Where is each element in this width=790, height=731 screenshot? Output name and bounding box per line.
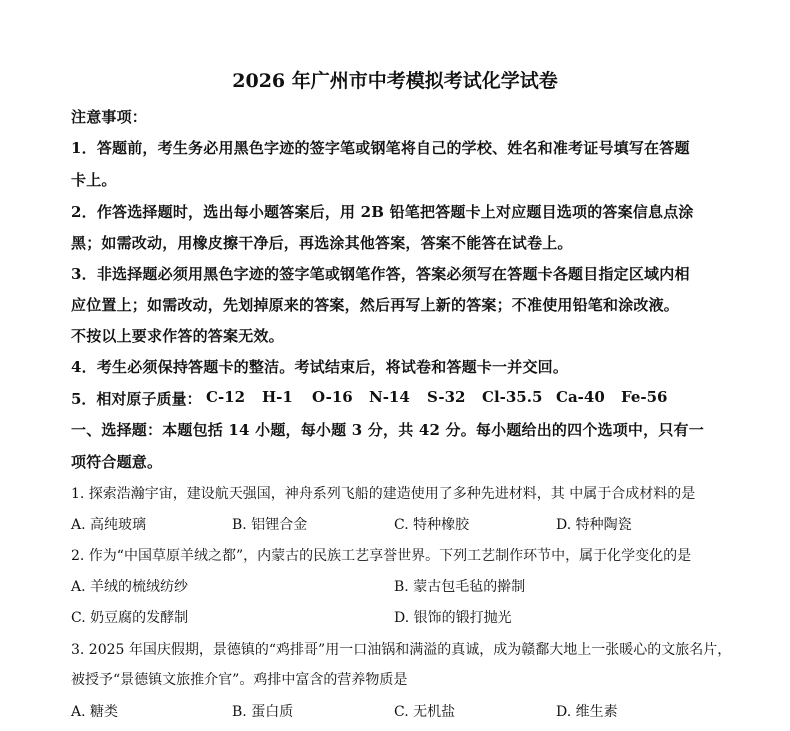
atomic-mass-item: N-14 [369, 388, 410, 406]
atomic-mass-label: 5．相对原子质量： [71, 390, 202, 408]
notice-3-line-3: 不按以上要求作答的答案无效。 [71, 327, 284, 345]
exam-title: 2026 年广州市中考模拟考试化学试卷 [232, 70, 558, 92]
notice-1-line-2: 卡上。 [71, 171, 117, 189]
question-3-stem-line-1: 3. 2025 年国庆假期，景德镇的“鸡排哥”用一口油锅和满溢的真诚，成为赣鄱大地上一张暖心的文旅名片， [71, 642, 732, 658]
question-2-option-b: B. 蒙古包毛毡的擀制 [394, 579, 526, 595]
notice-3-line-2: 应位置上；如需改动，先划掉原来的答案，然后再写上新的答案；不准使用铅笔和涂改液。 [71, 296, 680, 314]
notice-4: 4．考生必须保持答题卡的整洁。考试结束后，将试卷和答题卡一并交回。 [71, 358, 569, 376]
atomic-mass-item: Fe-56 [621, 388, 668, 406]
atomic-mass-item: S-32 [427, 388, 466, 406]
notice-2-line-2: 黑；如需改动，用橡皮擦干净后，再选涂其他答案，答案不能答在试卷上。 [71, 234, 573, 252]
atomic-mass-item: Cl-35.5 [482, 388, 543, 406]
section-heading-line-1: 一、选择题：本题包括 14 小题，每小题 3 分，共 42 分。每小题给出的四个选项中，只有一 [71, 421, 704, 439]
atomic-mass-item: O-16 [312, 388, 353, 406]
question-2-option-d: D. 银饰的锻打抛光 [394, 610, 512, 626]
notice-2-line-1: 2．作答选择题时，选出每小题答案后，用 2B 铅笔把答题卡上对应题目选项的答案信息点涂 [71, 203, 694, 221]
notice-3-line-1: 3．非选择题必须用黑色字迹的签字笔或钢笔作答，答案必须写在答题卡各题目指定区域内相 [71, 265, 690, 283]
question-1-option-c: C. 特种橡胶 [394, 517, 470, 533]
atomic-mass-item: H-1 [262, 388, 293, 406]
section-heading-line-2: 项符合题意。 [71, 453, 163, 471]
question-1-stem: 1. 探索浩瀚宇宙，建设航天强国，神舟系列飞船的建造使用了多种先进材料，其 中属于合成材料的是 [71, 486, 696, 502]
question-3-stem-line-2: 被授予“景德镇文旅推介官”。鸡排中富含的营养物质是 [71, 672, 408, 688]
atomic-mass-item: C-12 [206, 388, 246, 406]
question-3-option-c: C. 无机盐 [394, 704, 456, 720]
atomic-mass-item: Ca-40 [556, 388, 605, 406]
question-2-option-a: A. 羊绒的梳绒纺纱 [71, 579, 189, 595]
question-2-stem: 2. 作为“中国草原羊绒之都”，内蒙古的民族工艺享誉世界。下列工艺制作环节中，属于化学变化的是 [71, 548, 692, 564]
question-2-option-c: C. 奶豆腐的发酵制 [71, 610, 189, 626]
notice-heading: 注意事项： [71, 108, 148, 126]
question-1-option-b: B. 铝锂合金 [232, 517, 308, 533]
question-1-option-d: D. 特种陶瓷 [556, 517, 632, 533]
question-3-option-b: B. 蛋白质 [232, 704, 294, 720]
notice-1-line-1: 1．答题前，考生务必用黑色字迹的签字笔或钢笔将自己的学校、姓名和准考证号填写在答题 [71, 139, 690, 157]
question-1-option-a: A. 高纯玻璃 [71, 517, 147, 533]
question-3-option-a: A. 糖类 [71, 704, 119, 720]
question-3-option-d: D. 维生素 [556, 704, 618, 720]
